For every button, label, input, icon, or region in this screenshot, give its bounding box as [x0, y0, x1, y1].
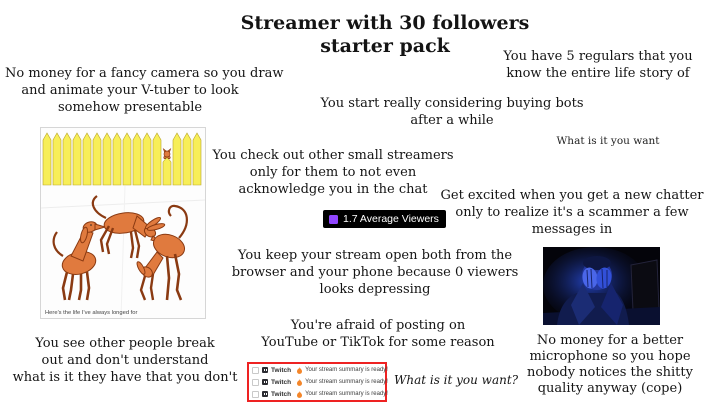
- page-title-line: Streamer with 30 followers: [240, 12, 530, 34]
- text-line: what is it they have that you don't: [12, 370, 238, 385]
- text-line: only for them to not even: [249, 165, 417, 180]
- laptop-shape: [631, 260, 659, 311]
- text-line: acknowledge you in the chat: [238, 182, 428, 197]
- text-line: somehow presentable: [57, 100, 203, 115]
- flame-icon: [297, 379, 302, 386]
- text-line: Get excited when you get a new chatter: [440, 188, 704, 203]
- text-afraid-posting: [243, 317, 513, 351]
- text-line: YouTube or TikTok for some reason: [261, 335, 495, 350]
- crying-streamer-photo: [543, 247, 660, 325]
- notification-message: Your stream summary is ready!: [305, 391, 388, 397]
- notification-row: [249, 364, 388, 376]
- text-buying-bots: [303, 95, 601, 129]
- text-line: You start really considering buying bots: [320, 96, 584, 111]
- text-line: after a while: [410, 113, 494, 128]
- crying-streamer-svg: [543, 247, 660, 325]
- text-new-chatter-scammer: [428, 187, 716, 238]
- text-stream-open: [226, 247, 524, 298]
- notification-message: Your stream summary is ready!: [305, 367, 388, 373]
- text-no-fancy-camera: [5, 65, 284, 116]
- text-line: quality anyway (cope): [537, 381, 683, 396]
- text-line: No money for a fancy camera so you draw: [5, 66, 284, 81]
- text-line: know the entire life story of: [506, 66, 690, 81]
- dog-left: [54, 220, 105, 300]
- average-viewers-badge: [323, 210, 446, 228]
- text-line: out and don't understand: [41, 353, 209, 368]
- text-line: messages in: [531, 222, 613, 237]
- text-no-better-microphone: [508, 333, 712, 397]
- text-what-is-it-you-want-italic: [394, 373, 519, 388]
- dog-comic-image: [40, 127, 206, 319]
- badge-label: 1.7 Average Viewers: [343, 213, 439, 225]
- app-name: Twitch: [271, 378, 292, 386]
- text-line: browser and your phone because 0 viewers: [231, 265, 519, 280]
- expand-icon: [252, 367, 259, 374]
- page-title-line: starter pack: [320, 35, 450, 57]
- text-see-others-break-out: [2, 335, 248, 386]
- expand-icon: [252, 379, 259, 386]
- text-line: only to realize it's a scammer a few: [455, 205, 689, 220]
- text-line: You keep your stream open both from the: [237, 248, 513, 263]
- text-five-regulars: [482, 48, 714, 82]
- text-line: You have 5 regulars that you: [503, 49, 693, 64]
- text-what-is-it-you-want-small: [552, 134, 664, 148]
- text-small-streamers: [202, 147, 464, 198]
- flame-icon: [297, 367, 302, 374]
- viewers-icon: [329, 215, 338, 224]
- notification-row: [249, 376, 388, 388]
- flame-icon: [297, 391, 302, 398]
- app-name: Twitch: [271, 366, 292, 374]
- text-line: What is it you want: [556, 135, 660, 147]
- twitch-icon: [262, 391, 268, 397]
- peeking-dog: [164, 149, 171, 159]
- notification-row: [249, 388, 388, 400]
- twitch-icon: [262, 367, 268, 373]
- text-line: You see other people break: [35, 336, 215, 351]
- notifications-box: [247, 362, 387, 402]
- text-line: nobody notices the shitty: [527, 365, 693, 380]
- text-line: No money for a better: [536, 333, 684, 348]
- notification-message: Your stream summary is ready!: [305, 379, 388, 385]
- dog-comic-svg: [41, 128, 205, 318]
- text-line: looks depressing: [319, 282, 431, 297]
- text-line: microphone so you hope: [529, 349, 691, 364]
- expand-icon: [252, 391, 259, 398]
- text-line: You're afraid of posting on: [290, 318, 466, 333]
- fence: [43, 133, 201, 185]
- twitch-icon: [262, 379, 268, 385]
- text-line: and animate your V-tuber to look: [21, 83, 239, 98]
- comic-caption: Here's the life I've always longed for: [45, 310, 138, 316]
- text-line: You check out other small streamers: [212, 148, 454, 163]
- app-name: Twitch: [271, 390, 292, 398]
- text-line: What is it you want?: [394, 373, 519, 387]
- dogs: [54, 196, 188, 300]
